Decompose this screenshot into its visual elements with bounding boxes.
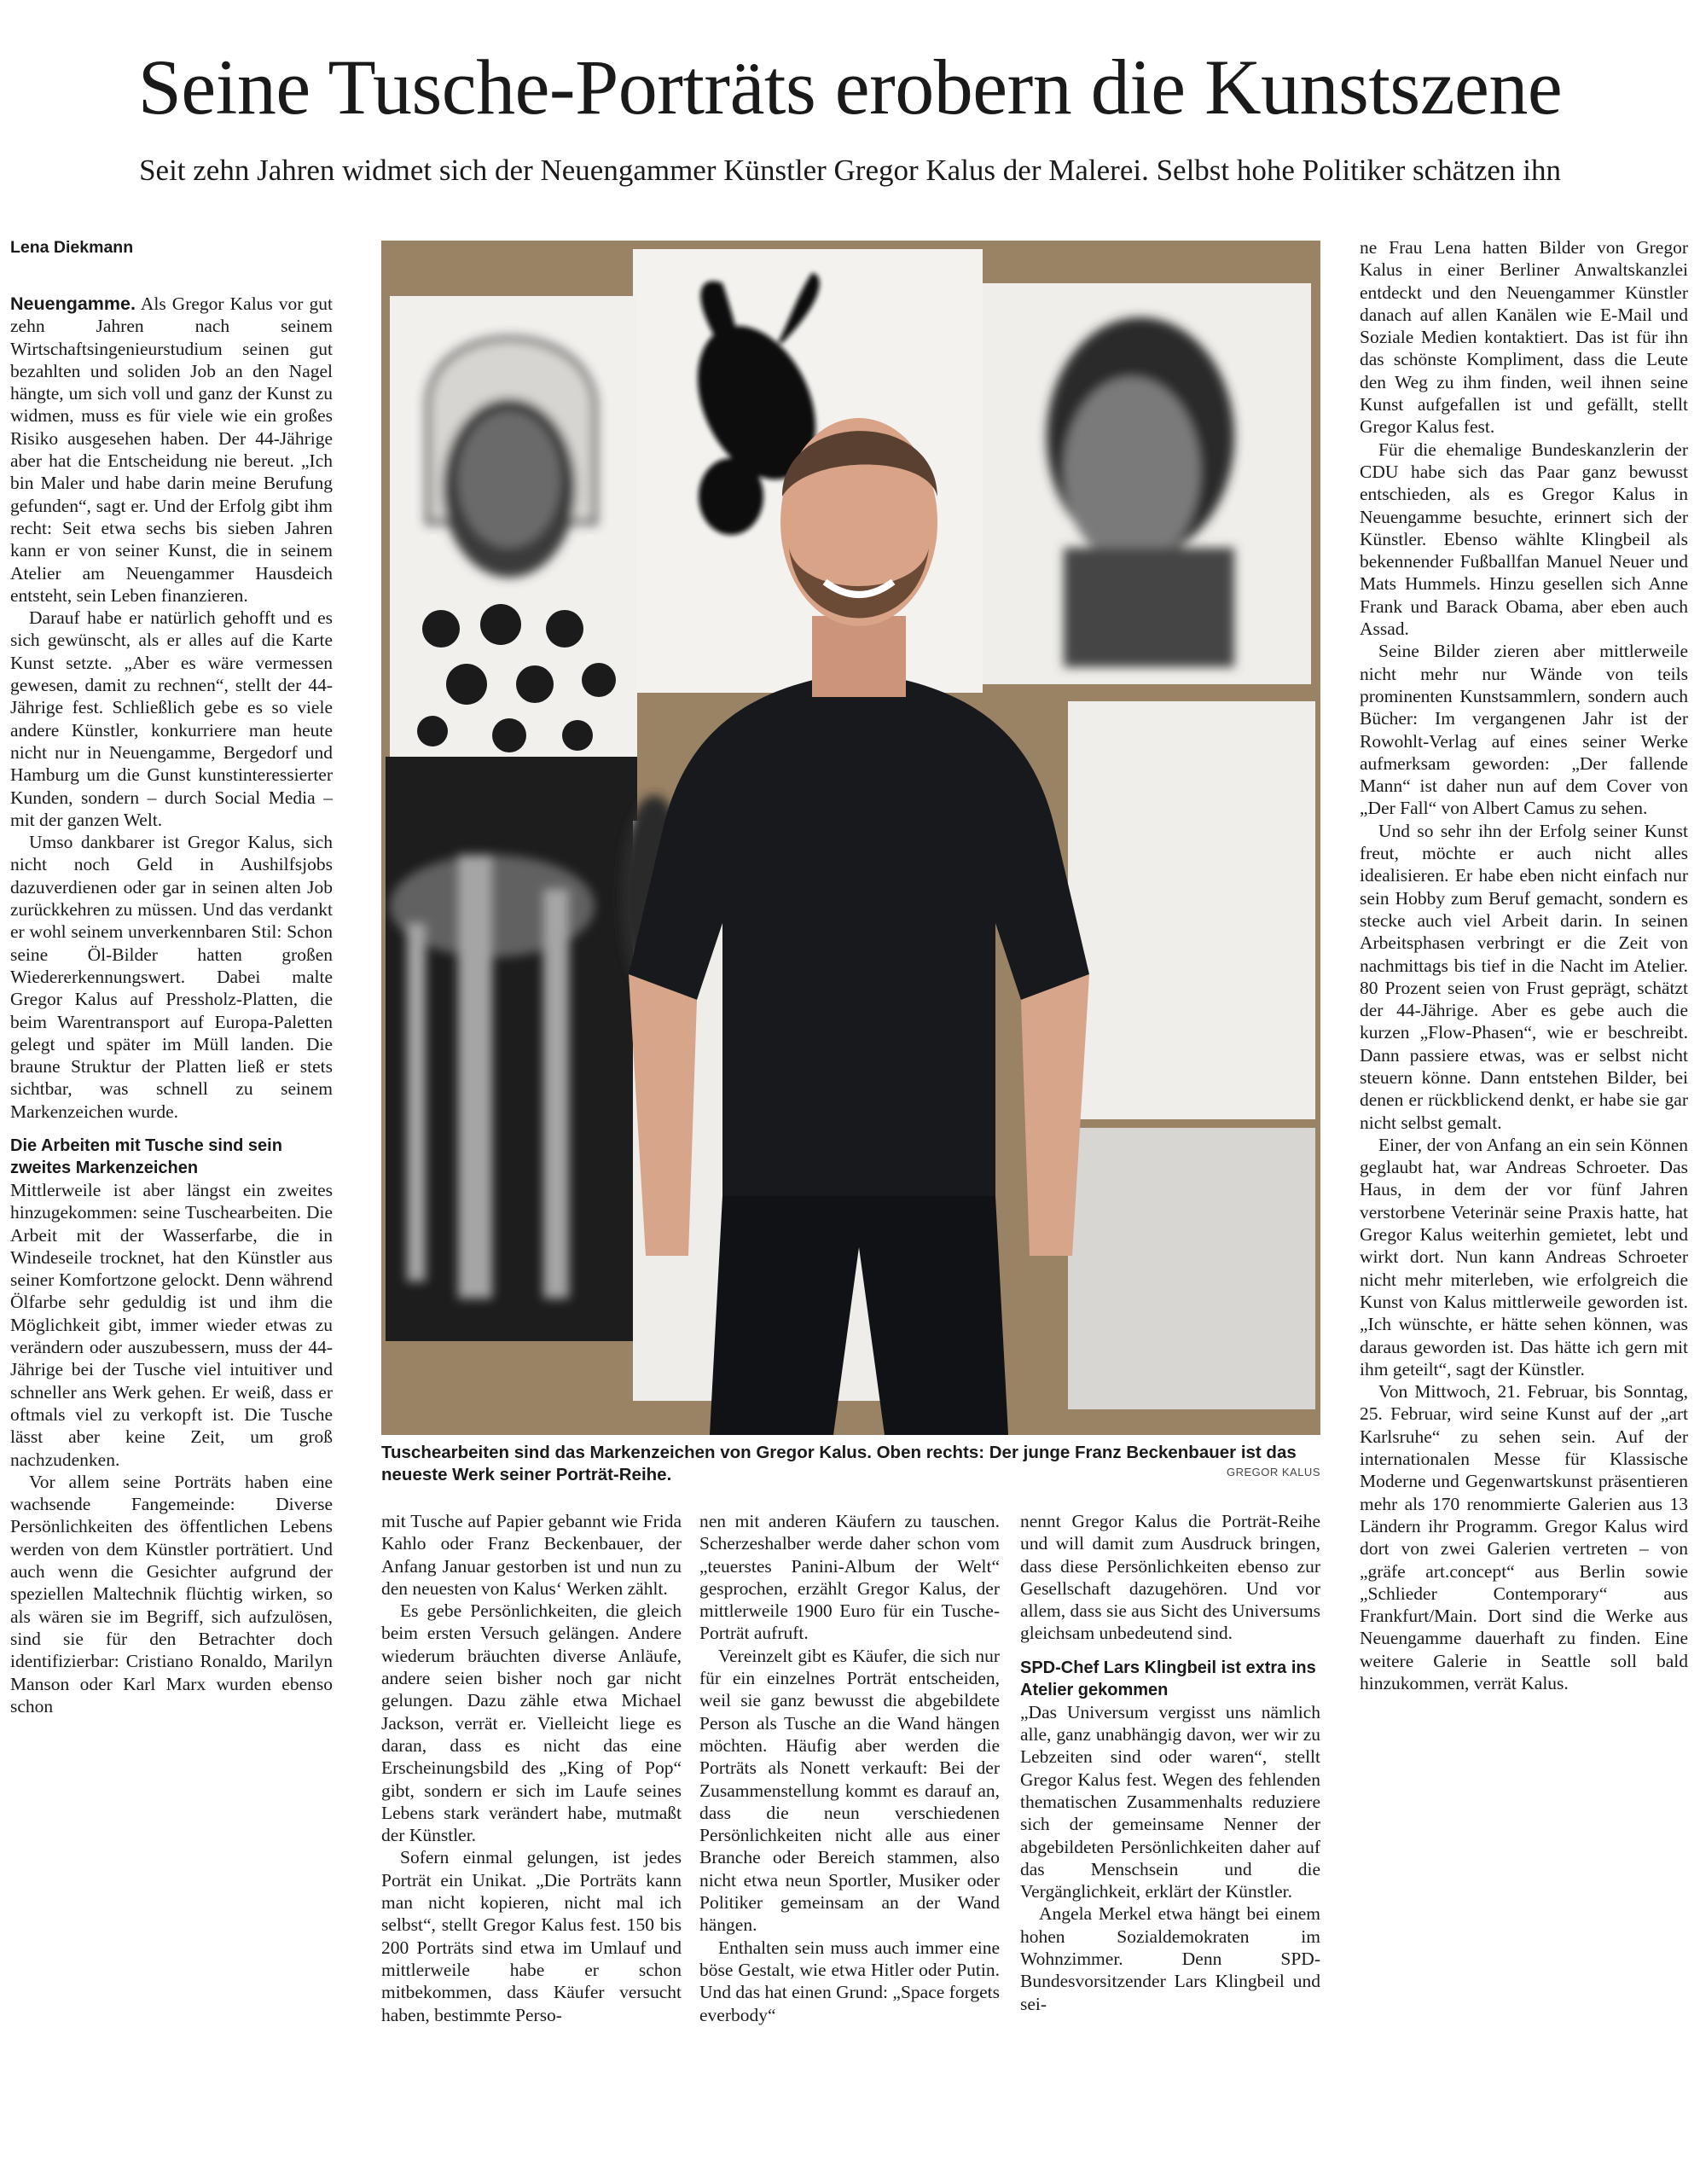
article-column-3: [699, 1510, 1000, 2026]
article-column-4: [1020, 1510, 1320, 2015]
paragraph: Umso dankbarer ist Gregor Kalus, sich nicht noch Geld in Aushilfsjobs dazuverdienen oder gar in seinen alten Job zurückkehren zu müssen. Und das verdankt er wohl seinem unverkennbaren Stil: Schon seine Öl-Bilder hatten großen Wiedererkennungswert. Dabei malte Gregor Kalus auf Pressholz-Platten, die beim Warentransport auf Europa-Paletten gelegt und später im Müll landen. Die braune Struktur der Platten ließ er stets sichtbar, was schnell zu seinem Markenzeichen wurde.: [10, 832, 333, 1122]
paragraph: nennt Gregor Kalus die Porträt-Reihe und will damit zum Ausdruck bringen, dass diese Persönlichkeiten ebenso zur Gesellschaft dazugehören. Und vor allem, dass sie aus Sicht des Universums gleichsam unbedeutend sind.: [1020, 1511, 1320, 1644]
article-column-1: [10, 236, 333, 1717]
section-subtitle: SPD-Chef Lars Klingbeil ist extra ins Atelier gekommen: [1020, 1658, 1316, 1699]
paragraph: Es gebe Persönlichkeiten, die gleich beim ersten Versuch gelängen. Andere wiederum bräuchten diverse Anläufe, andere seien bisher noch gar nicht gelungen. Dazu zähle etwa Michael Jackson, verrät er. Vielleicht liege es daran, dass es nicht das eine Erscheinungsbild des „King of Pop“ gibt, sondern er sich im Laufe seines Lebens stark verändert habe, mutmaßt der Künstler.: [381, 1600, 682, 1846]
paragraph: [10, 293, 333, 607]
paragraph: „Das Universum vergisst uns nämlich alle, ganz unabhängig davon, wer wir zu Lebzeiten sind oder waren“, stellt Gregor Kalus fest. Wegen des fehlenden thematischen Zusammenhalts reduziere sich der gemeinsame Nenner der abgebildeten Persönlichkeiten daher auf das Menschsein und die Vergänglichkeit, erklärt der Künstler.: [1020, 1701, 1320, 1902]
photo-credit: GREGOR KALUS: [1226, 1466, 1320, 1478]
paragraph: Einer, der von Anfang an ein sein Können geglaubt hat, war Andreas Schroeter. Das Haus, in dem der vor fünf Jahren verstorbene Veterinär seine Praxis hatte, hat Gregor Kalus weiterhin gemietet, lebt und wirkt dort. Nun kann Andreas Schroeter nicht mehr miterleben, wie erfolgreich die Kunst von Kalus mittlerweile geworden ist. „Ich wünschte, er hätte sehen können, was daraus geworden ist. Das hätte ich gern mit ihm geteilt“, sagt der Künstler.: [1360, 1134, 1688, 1380]
paragraph-text: Als Gregor Kalus vor gut zehn Jahren nach seinem Wirtschaftsingenieurstudium seinen gut bezahlten und soliden Job an den Nagel hängte, um sich voll und ganz der Kunst zu widmen, muss es für viele wie ein großes Risiko ausgesehen haben. Der 44-Jährige aber hat die Entscheidung nie bereut. „Ich bin Maler und habe darin meine Berufung gefunden“, sagt er. Und der Erfolg gibt ihm recht: Seit etwa sechs bis sieben Jahren kann er von seiner Kunst, die in seinem Atelier am Neuengammer Hausdeich entsteht, sein Leben finanzieren.: [10, 293, 333, 606]
paragraph: Angela Merkel etwa hängt bei einem hohen Sozialdemokraten im Wohnzimmer. Denn SPD-Bundesvorsitzender Lars Klingbeil und sei-: [1020, 1903, 1320, 2014]
section-subtitle: Die Arbeiten mit Tusche sind sein zweites Markenzeichen: [10, 1136, 282, 1177]
subheadline: Seit zehn Jahren widmet sich der Neuengammer Künstler Gregor Kalus der Malerei. Selbst hohe Politiker schätzen ihn: [139, 154, 1561, 187]
paragraph: Mittlerweile ist aber längst ein zweites hinzugekommen: seine Tuschearbeiten. Die Arbeit mit der Wasserfarbe, die in Windeseile trocknet, hat den Künstler aus seiner Komfortzone gelockt. Denn während Ölfarbe sehr geduldig ist und ihm die Möglichkeit gibt, immer wieder etwas zu verändern oder auszubessern, muss der 44-Jährige bei der Tusche viel intuitiver und schneller ans Werk gehen. Er weiß, dass er oftmals viel zu verkopft ist. Die Tusche lässt aber keine Zeit, um groß nachzudenken.: [10, 1179, 333, 1470]
paragraph: Von Mittwoch, 21. Februar, bis Sonntag, 25. Februar, wird seine Kunst auf der „art Karlsruhe“ zu sehen sein. Auf der internationalen Messe für Klassische Moderne und Gegenwartskunst präsentieren mehr als 170 renommierte Galerien aus 13 Ländern ihr Programm. Gregor Kalus wird dort von zwei Galerien vertreten – von „gräfe art.concept“ aus Berlin sowie „Schlieder Contemporary“ aus Frankfurt/Main. Dort sind die Werke aus Neuengamme dauerhaft zu finden. Eine weitere Galerie in Seattle soll bald hinzukommen, verrät Kalus.: [1360, 1381, 1688, 1693]
paragraph: Darauf habe er natürlich gehofft und es sich gewünscht, als er alles auf die Karte Kunst setzte. „Aber es wäre vermessen gewesen, damit zu rechnen“, stellt der 44-Jährige fest. Schließlich gebe es so viele andere Künstler, konkurriere man heute nicht nur in Neuengamme, Bergedorf und Hamburg um die Gunst kunstinteressierter Kunden, sondern – durch Social Media – mit der ganzen Welt.: [10, 607, 333, 830]
artist-studio-photo: [381, 241, 1320, 1435]
article-photo: [381, 241, 1320, 1435]
paragraph: Vor allem seine Porträts haben eine wachsende Fangemeinde: Diverse Persönlichkeiten des öffentlichen Lebens werden von dem Künstler porträtiert. Und auch wenn die Gesichter aufgrund der speziellen Maltechnik flüchtig wirken, so als wären sie im Begriff, sich aufzulösen, sind sie für den Betrachter doch identifizierbar: Cristiano Ronaldo, Marilyn Manson oder Karl Marx wurden ebenso schon: [10, 1471, 333, 1716]
byline: Lena Diekmann: [10, 238, 134, 257]
paragraph: Seine Bilder zieren aber mittlerweile nicht mehr nur Wände von teils prominenten Kunstsammlern, sondern auch Bücher: Im vergangenen Jahr ist der Rowohlt-Verlag auf eines seiner Werke aufmerksam geworden: „Der fallende Mann“ ist daher nun auf dem Cover von „Der Fall“ von Albert Camus zu sehen.: [1360, 641, 1688, 819]
article-column-5: [1360, 236, 1688, 1694]
headline: Seine Tusche-Porträts erobern die Kunstszene: [137, 44, 1563, 131]
paragraph: Für die ehemalige Bundeskanzlerin der CDU habe sich das Paar ganz bewusst entschieden, als es Gregor Kalus in Neuengamme besuchte, erinnert sich der Künstler. Ebenso wählte Klingbeil als bekennender Fußballfan Manuel Neuer und Mats Hummels. Hinzu gesellen sich Anne Frank und Barack Obama, aber eben auch Assad.: [1360, 439, 1688, 640]
photo-caption: Tuschearbeiten sind das Markenzeichen von Gregor Kalus. Oben rechts: Der junge Franz Beckenbauer ist das neueste Werk seiner Porträt-Reihe.: [381, 1443, 1297, 1484]
paragraph: Sofern einmal gelungen, ist jedes Porträt ein Unikat. „Die Porträts kann man nicht kopieren, nicht mal ich selbst“, stellt Gregor Kalus fest. 150 bis 200 Porträts sind etwa im Umlauf und mittlerweile habe er schon mitbekommen, dass Käufer versucht haben, bestimmte Perso-: [381, 1847, 682, 2025]
paragraph: Und so sehr ihn der Erfolg seiner Kunst freut, möchte er auch nicht alles idealisieren. Er habe eben nicht einfach nur sein Hobby zum Beruf gemacht, sondern es stecke auch viel Arbeit darin. In seinen Arbeitsphasen verbringt er die Zeit von nachmittags bis tief in die Nacht im Atelier. 80 Prozent seien von Frust geprägt, schätzt der 44-Jährige. Aber es gebe auch die kurzen „Flow-Phasen“, wie er beschreibt. Dann passiere etwas, was er selbst nicht steuern könne. Dann entstehen Bilder, bei denen er rückblickend denkt, er habe sie gar nicht selbst gemalt.: [1360, 820, 1688, 1133]
paragraph: ne Frau Lena hatten Bilder von Gregor Kalus in einer Berliner Anwaltskanzlei entdeckt und den Neuengammer Künstler danach auf allen Kanälen wie E-Mail und Soziale Medien kontaktiert. Das ist für ihn das schönste Kompliment, dass die Leute den Weg zu ihm finden, weil ihnen seine Kunst aufgefallen ist und gefällt, stellt Gregor Kalus fest.: [1360, 237, 1688, 438]
paragraph: nen mit anderen Käufern zu tauschen. Scherzeshalber werde daher schon vom „teuerstes Panini-Album der Welt“ gesprochen, erzählt Gregor Kalus, der mittlerweile 1900 Euro für ein Tusche-Porträt aufruft.: [699, 1511, 1000, 1644]
paragraph: Enthalten sein muss auch immer eine böse Gestalt, wie etwa Hitler oder Putin. Und das hat einen Grund: „Space forgets everbody“: [699, 1937, 1000, 2025]
dateline: Neuengamme.: [10, 293, 136, 314]
paragraph: mit Tusche auf Papier gebannt wie Frida Kahlo oder Franz Beckenbauer, der Anfang Januar gestorben ist und nun zu den neuesten von Kalus‘ Werken zählt.: [381, 1511, 682, 1599]
paragraph: Vereinzelt gibt es Käufer, die sich nur für ein einzelnes Porträt entscheiden, weil sie ganz bewusst die abgebildete Person als Tusche an die Wand hängen möchten. Häufig aber werden die Porträts als Nonett verkauft: Bei der Zusammenstellung kommt es darauf an, dass die neun verschiedenen Persönlichkeiten nicht alle aus einer Branche oder Bereich stammen, also nicht etwa neun Sportler, Musiker oder Politiker gemeinsam an der Wand hängen.: [699, 1645, 1000, 1936]
article-column-2: [381, 1510, 682, 2026]
